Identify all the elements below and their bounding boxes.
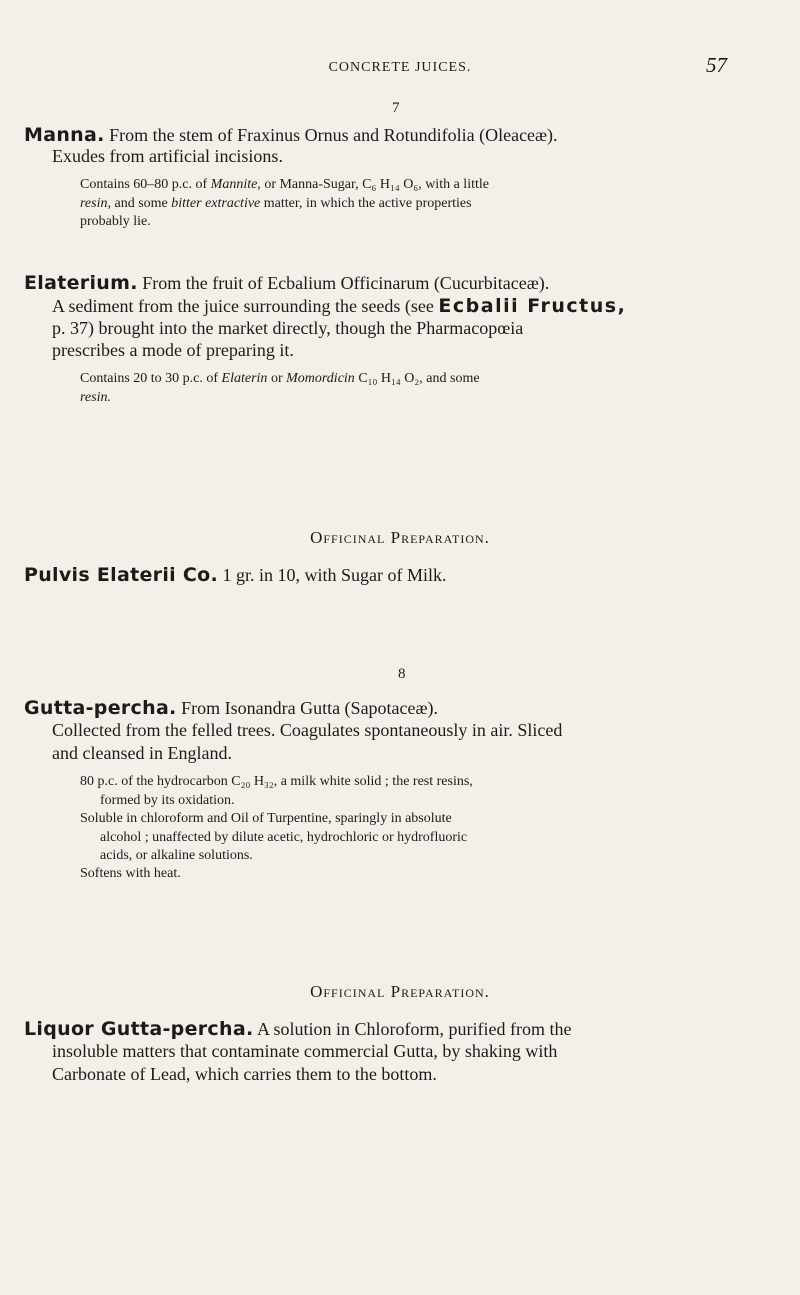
manna-contains-3: probably lie.: [80, 214, 151, 229]
liquor-heading: Liquor Gutta-percha.: [24, 1018, 254, 1040]
manna-heading: Manna.: [24, 124, 105, 146]
section-title: Officinal Preparation.: [310, 982, 490, 1001]
gutta-entry-line: Gutta-percha. From Isonandra Gutta (Sapotaceæ).: [24, 697, 439, 719]
ecbalii-reference: Ecbalii Fructus,: [438, 295, 627, 317]
elaterium-line-3: p. 37) brought into the market directly, though the Pharmacopœia: [52, 318, 524, 338]
liquor-entry-line: Liquor Gutta-percha. A solution in Chloroform, purified from the: [24, 1018, 572, 1040]
manna-source: From the stem of Fraxinus Ornus and Rotundifolia (Oleaceæ).: [109, 125, 558, 145]
elaterium-heading: Elaterium.: [24, 272, 138, 294]
handwritten-mark: 7: [392, 100, 400, 116]
preparation-entry: Pulvis Elaterii Co. 1 gr. in 10, with Sugar of Milk.: [24, 564, 447, 586]
manna-entry-line: [24, 124, 558, 146]
page-number: 57: [706, 53, 727, 77]
gutta-desc-4: alcohol ; unaffected by dilute acetic, hydrochloric or hydrofluoric: [100, 830, 468, 845]
gutta-desc-3: Soluble in chloroform and Oil of Turpentine, sparingly in absolute: [80, 811, 452, 826]
handwritten-mark: 8: [398, 666, 406, 682]
elaterium-line-4: prescribes a mode of preparing it.: [52, 340, 294, 360]
manna-contains-2: resin, and some bitter extractive matter, in which the active properties: [80, 196, 472, 211]
elaterium-line-2: A sediment from the juice surrounding the seeds (see Ecbalii Fructus,: [52, 295, 627, 317]
manna-contains-1: Contains 60–80 p.c. of Mannite, or Manna-Sugar, C₆ H₁₄ O₆, with a little: [80, 177, 489, 192]
liquor-line-3: Carbonate of Lead, which carries them to the bottom.: [52, 1064, 437, 1084]
gutta-line-3: and cleansed in England.: [52, 743, 232, 763]
running-head: CONCRETE JUICES.: [328, 60, 472, 75]
gutta-desc-6: Softens with heat.: [80, 866, 181, 881]
elaterium-contains-1: Contains 20 to 30 p.c. of Elaterin or Momordicin C₁₀ H₁₄ O₂, and some: [80, 371, 480, 386]
section-title: Officinal Preparation.: [310, 528, 490, 547]
gutta-desc-2: formed by its oxidation.: [100, 793, 235, 808]
mannite-term: Mannite,: [210, 177, 261, 192]
elaterium-contains-2: resin.: [80, 390, 111, 405]
liquor-line-2: insoluble matters that contaminate commercial Gutta, by shaking with: [52, 1041, 558, 1061]
manna-exudes: Exudes from artificial incisions.: [52, 146, 283, 166]
elaterium-source: From the fruit of Ecbalium Officinarum (Cucurbitaceæ).: [142, 273, 550, 293]
pulvis-heading: Pulvis Elaterii Co.: [24, 564, 218, 586]
gutta-line-2: Collected from the felled trees. Coagulates spontaneously in air. Sliced: [52, 720, 563, 740]
elaterium-entry-line: [24, 272, 549, 294]
gutta-desc-1: 80 p.c. of the hydrocarbon C₂₀ H₃₂, a milk white solid ; the rest resins,: [80, 774, 473, 789]
gutta-heading: Gutta-percha.: [24, 697, 177, 719]
gutta-desc-5: acids, or alkaline solutions.: [100, 848, 253, 863]
